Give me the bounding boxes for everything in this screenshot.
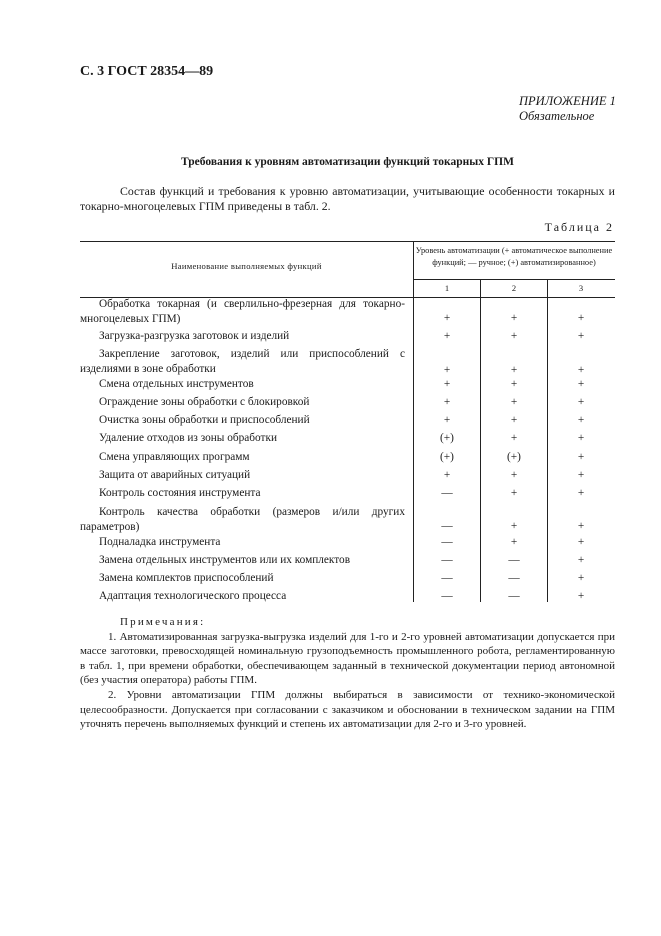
level-3-value: + — [577, 520, 585, 532]
function-name: Адаптация технологического процесса — [99, 590, 287, 602]
function-name: Контроль качества обработки (размеров и/или других параметров) — [80, 506, 405, 533]
level-2-value: — — [508, 554, 520, 566]
level-3-value: + — [577, 487, 585, 499]
level-3-value: + — [577, 312, 585, 324]
level-2-value: + — [510, 364, 518, 376]
column-number-3: 3 — [578, 283, 584, 293]
level-2-value: + — [510, 487, 518, 499]
level-1-value: — — [441, 572, 453, 584]
appendix-status: Обязательное — [519, 109, 595, 123]
notes-section — [80, 615, 615, 732]
section-title: Требования к уровням автоматизации функций токарных ГПМ — [181, 156, 514, 168]
level-3-value: + — [577, 590, 585, 602]
level-2-value: + — [510, 520, 518, 532]
level-1-value: — — [441, 590, 453, 602]
page-header: С. 3 ГОСТ 28354—89 — [80, 64, 214, 79]
notes-heading: Примечания: — [120, 616, 206, 628]
level-1-value: + — [443, 469, 451, 481]
level-2-value: + — [510, 469, 518, 481]
level-1-value: — — [441, 520, 453, 532]
level-3-value: + — [577, 451, 585, 463]
table-top-rule — [80, 241, 615, 242]
function-name: Закрепление заготовок, изделий или приспособлений с изделиями в зоне обработки — [80, 348, 405, 375]
function-name: Удаление отходов из зоны обработки — [99, 432, 278, 444]
function-name: Подналадка инструмента — [99, 536, 221, 548]
level-2-value: + — [510, 312, 518, 324]
level-2-value: + — [510, 432, 518, 444]
level-1-value: + — [443, 364, 451, 376]
level-3-value: + — [577, 396, 585, 408]
appendix-label: ПРИЛОЖЕНИЕ 1 — [519, 94, 616, 108]
function-name: Смена управляющих программ — [99, 451, 250, 463]
level-1-value: — — [441, 487, 453, 499]
level-3-value: + — [577, 378, 585, 390]
column-header-function: Наименование выполняемых функций — [171, 261, 322, 271]
function-name: Обработка токарная (и сверлильно-фрезерная для токарно-многоцелевых ГПМ) — [80, 298, 405, 325]
level-1-value: + — [443, 396, 451, 408]
function-name: Контроль состояния инструмента — [99, 487, 261, 499]
function-name: Замена комплектов приспособлений — [99, 572, 274, 584]
function-name: Защита от аварийных ситуаций — [99, 469, 251, 481]
intro-paragraph: Состав функций и требования к уровню автоматизации, учитывающие особенности токарных и токарно-многоцелевых ГПМ приведены в табл. 2. — [80, 184, 615, 213]
level-1-value: + — [443, 312, 451, 324]
appendix-block — [519, 94, 616, 124]
level-3-value: + — [577, 554, 585, 566]
level-1-value: — — [441, 554, 453, 566]
level-3-value: + — [577, 572, 585, 584]
level-1-value: + — [443, 414, 451, 426]
level-1-value: (+) — [440, 432, 454, 444]
function-name: Загрузка-разгрузка заготовок и изделий — [99, 330, 290, 342]
column-header-level: Уровень автоматизации (+ автоматическое выполнение функций; — ручное; (+) автоматизированное) — [415, 246, 613, 267]
level-3-value: + — [577, 432, 585, 444]
level-2-value: + — [510, 330, 518, 342]
level-1-value: + — [443, 378, 451, 390]
level-2-value: — — [508, 572, 520, 584]
function-name: Замена отдельных инструментов или их комплектов — [99, 554, 351, 566]
level-2-value: + — [510, 536, 518, 548]
level-2-value: + — [510, 414, 518, 426]
column-number-1: 1 — [444, 283, 450, 293]
level-1-value: + — [443, 330, 451, 342]
column-number-2: 2 — [511, 283, 517, 293]
level-2-value: + — [510, 378, 518, 390]
level-2-value: — — [508, 590, 520, 602]
level-2-value: (+) — [507, 451, 521, 463]
level-3-value: + — [577, 330, 585, 342]
level-1-value: (+) — [440, 451, 454, 463]
level-1-value: — — [441, 536, 453, 548]
level-2-value: + — [510, 396, 518, 408]
function-name: Смена отдельных инструментов — [99, 378, 254, 390]
level-3-value: + — [577, 414, 585, 426]
level-header-rule — [413, 279, 615, 280]
table-caption: Таблица 2 — [544, 220, 614, 234]
function-name: Ограждение зоны обработки с блокировкой — [99, 396, 310, 408]
level-3-value: + — [577, 364, 585, 376]
note-item: 2. Уровни автоматизации ГПМ должны выбираться в зависимости от технико-экономической целесообразности. Допускается при согласовании с заказчиком и обосновании в техническом задании на ГПМ уточнять перечень выполняемых функций и степень их автоматизации для 2-го и 3-го уровней. — [80, 688, 615, 731]
note-item: 1. Автоматизированная загрузка-выгрузка изделий для 1-го и 2-го уровней автоматизации допускается при массе заготовки, превосходящей номинальную грузоподъемность промышленного робота, регламентированную в табл. 1, при времени обработки, обеспечивающем заданный в технической документации период автономной (без участия оператора) работы ГПМ. — [80, 630, 615, 687]
function-name: Очистка зоны обработки и приспособлений — [99, 414, 310, 426]
level-3-value: + — [577, 469, 585, 481]
level-3-value: + — [577, 536, 585, 548]
